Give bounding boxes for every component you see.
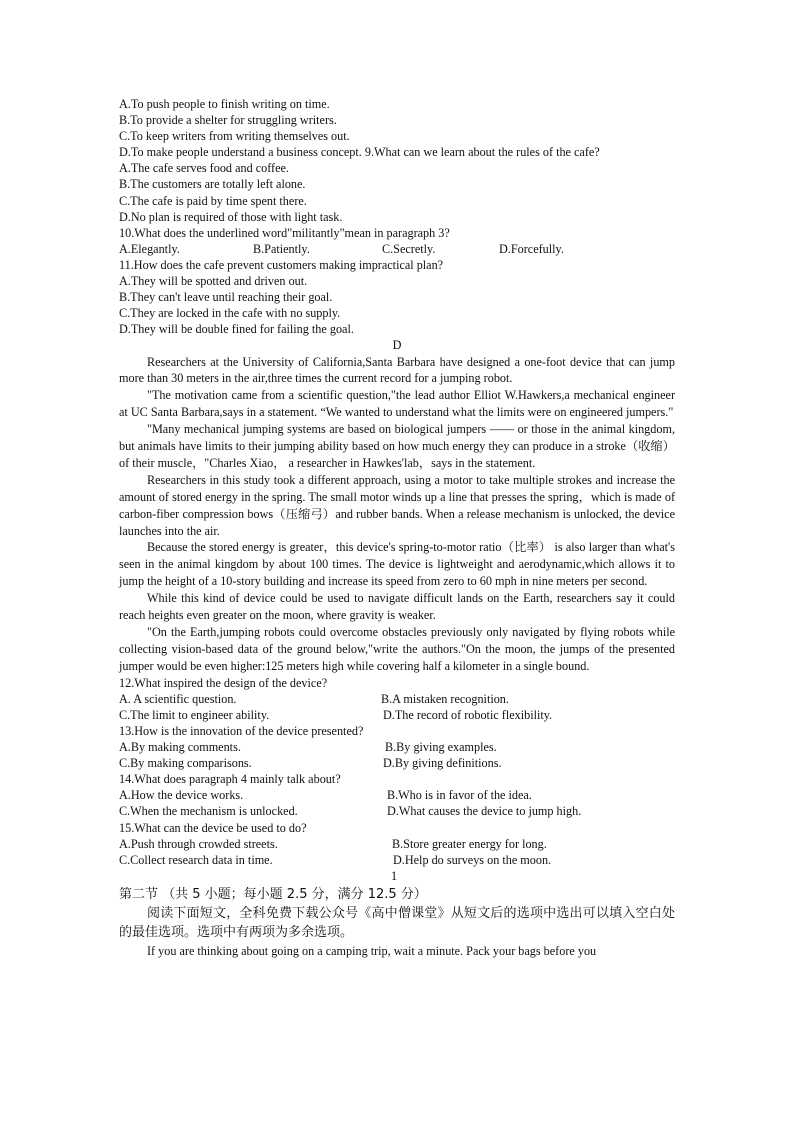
option-a: A.Elegantly.: [119, 241, 180, 256]
option-c: C.Secretly.: [382, 241, 436, 256]
option-a: A. A scientific question.: [119, 691, 237, 706]
question-stem: 12.What inspired the design of the device?: [119, 675, 328, 690]
section-title: 第二节 （共 5 小题；每小题 2.5 分，满分 12.5 分）: [119, 886, 427, 902]
option-b: B.The customers are totally left alone.: [119, 177, 306, 192]
option-c: C.By making comparisons.: [119, 756, 252, 771]
option-a: A.The cafe serves food and coffee.: [119, 161, 289, 176]
option-a: A.To push people to finish writing on time.: [119, 97, 330, 111]
option-d: D.No plan is required of those with light task.: [119, 209, 343, 224]
option-d: D.To make people understand a business concept. 9.What can we learn about the rules of the cafe?: [119, 145, 600, 160]
option-d: D.Forcefully.: [499, 241, 564, 256]
option-a: A.How the device works.: [119, 788, 244, 803]
paragraph-3: "Many mechanical jumping systems are based on biological jumpers —— or those in the animal kingdom, but animals have limits to their jumping ability based on how much energy they can produce in a stroke（收缩）of their muscle，"Charles Xiao， a researcher in Hawkes'lab，says in the statement.: [119, 422, 675, 470]
option-c: C.They are locked in the cafe with no supply.: [119, 306, 341, 321]
question-stem: 13.How is the innovation of the device presented?: [119, 724, 364, 738]
option-d: D.What causes the device to jump high.: [387, 804, 582, 819]
question-stem: 15.What can the device be used to do?: [119, 820, 307, 835]
option-b: B.A mistaken recognition.: [381, 691, 509, 706]
option-c: C.Collect research data in time.: [119, 852, 273, 867]
option-d: D.Help do surveys on the moon.: [393, 852, 552, 867]
question-13: [119, 723, 675, 771]
section-instructions: 阅读下面短文，全科免费下载公众号《高中僧课堂》从短文后的选项中选出可以填入空白处的最佳选项。选项中有两项为多余选项。: [119, 905, 675, 940]
question-12: [119, 675, 675, 723]
paragraph-5: Because the stored energy is greater，this device's spring-to-motor ratio（比率） is also larger than what's seen in the animal kingdom by about 100 times. The device is lightweight and aerodynamic,which allows it to jump the height of a 10-story building and increase its speed from zero to 60 mph in nine meters per second.: [119, 540, 675, 589]
option-c: C.The limit to engineer ability.: [119, 707, 270, 722]
section-2: [119, 886, 675, 961]
option-b: B.They can't leave until reaching their goal.: [119, 290, 333, 305]
option-d: D.The record of robotic flexibility.: [383, 707, 553, 722]
option-a: A.By making comments.: [119, 740, 241, 755]
option-d: D.They will be double fined for failing the goal.: [119, 322, 354, 337]
option-b: B.Patiently.: [253, 241, 310, 256]
paragraph-7: "On the Earth,jumping robots could overcome obstacles previously only navigated by flying robots while collecting vision-based data of the ground below,"write the authors."On the moon, the jumps of the presented jumper would be even higher:125 meters high while covering half a kilometer in a single bound.: [119, 625, 675, 673]
question-stem: 14.What does paragraph 4 mainly talk about?: [119, 772, 341, 787]
passage-label: D: [392, 338, 402, 353]
exam-page: [119, 96, 675, 961]
question-14: [119, 771, 675, 819]
option-a: A.They will be spotted and driven out.: [119, 274, 308, 289]
passage-first-line: If you are thinking about going on a camping trip, wait a minute. Pack your bags before you: [147, 943, 597, 958]
passage-d: [119, 337, 675, 674]
options-row: [119, 241, 675, 257]
option-b: B.Store greater energy for long.: [392, 836, 547, 851]
question-11: [119, 257, 675, 337]
paragraph-4: Researchers in this study took a different approach, using a motor to take multiple strokes and increase the amount of stored energy in the spring. The small motor winds up a line that presses the spring，which is made of carbon-fiber compression bows（压缩弓）and rubber bands. When a release mechanism is unlocked, the device launches into the air.: [119, 472, 675, 538]
option-d: D.By giving definitions.: [383, 756, 502, 771]
paragraph-6: While this kind of device could be used to navigate difficult lands on the Earth, researchers say it could reach heights even greater on the moon, where gravity is weaker.: [119, 591, 675, 623]
paragraph-2: "The motivation came from a scientific question,"the lead author Elliot W.Hawkers,a mechanical engineer at UC Santa Barbara,says in a statement. “We wanted to understand what the limits were on engineered jumpers.": [119, 388, 675, 420]
page-number: 1: [391, 868, 398, 883]
question-10: [119, 225, 675, 257]
question-9-options: [119, 160, 675, 224]
option-b: B.To provide a shelter for struggling writers.: [119, 113, 337, 128]
option-c: C.When the mechanism is unlocked.: [119, 804, 298, 819]
question-8-options: [119, 96, 675, 160]
option-b: B.Who is in favor of the idea.: [387, 788, 532, 803]
option-c: C.To keep writers from writing themselves out.: [119, 129, 350, 144]
option-c: C.The cafe is paid by time spent there.: [119, 193, 307, 208]
option-a: A.Push through crowded streets.: [119, 836, 278, 851]
question-stem: 10.What does the underlined word"militantly"mean in paragraph 3?: [119, 225, 450, 240]
question-15: [119, 820, 675, 868]
option-b: B.By giving examples.: [385, 740, 497, 755]
paragraph-1: Researchers at the University of California,Santa Barbara have designed a one-foot device that can jump more than 30 meters in the air,three times the current record for a jumping robot.: [119, 354, 675, 386]
question-stem: 11.How does the cafe prevent customers making impractical plan?: [119, 257, 444, 272]
